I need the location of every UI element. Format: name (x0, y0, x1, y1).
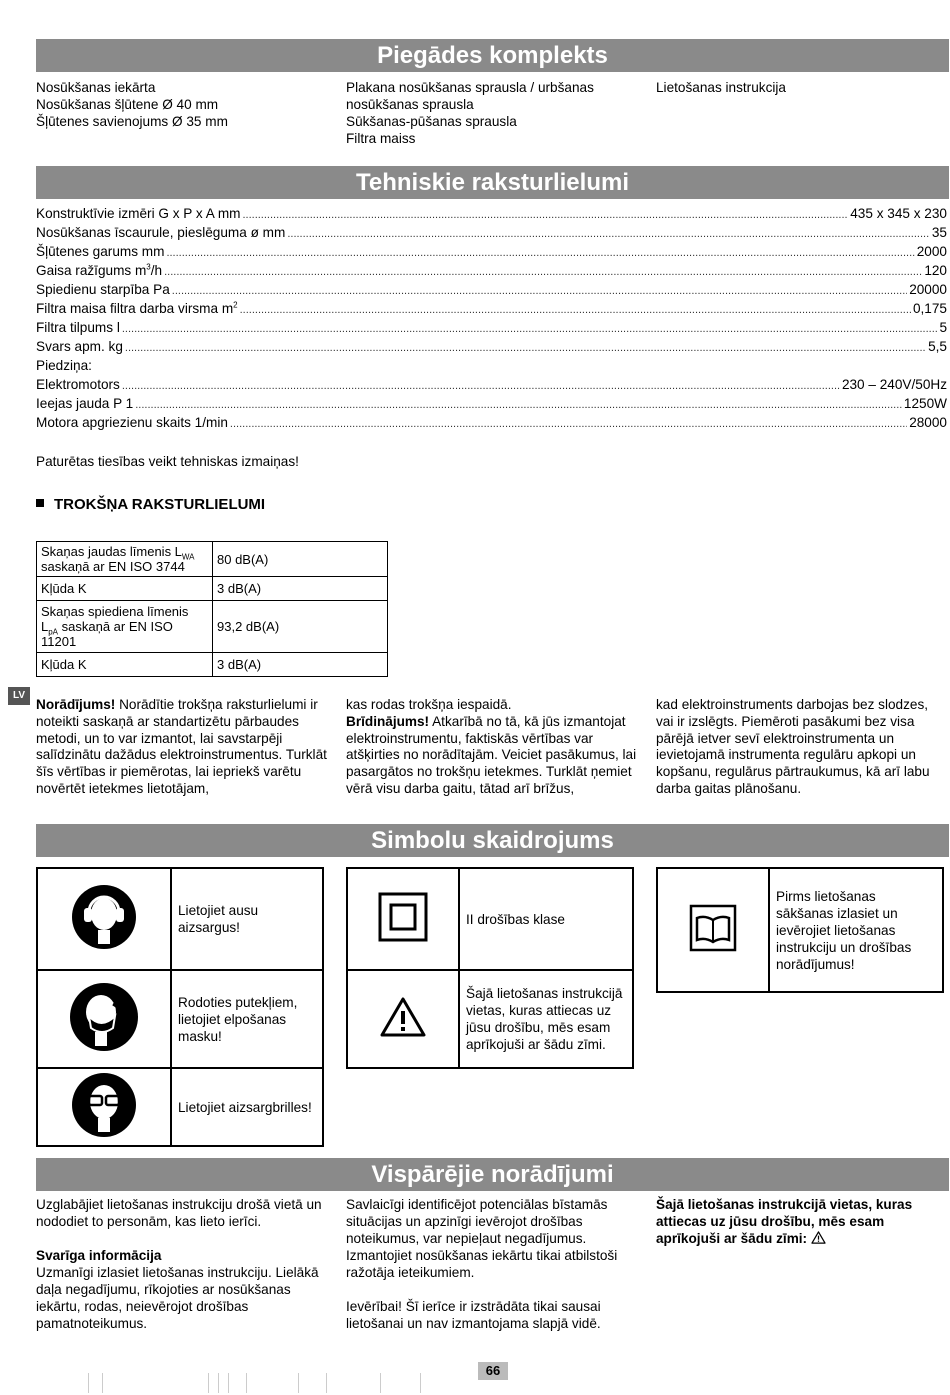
delivery-col-3 (656, 79, 950, 96)
decorative-tick (208, 1373, 209, 1393)
table-cell: Kļūda K (37, 653, 213, 677)
list-item: Plakana nosūkšanas sprausla / urbšanas (346, 80, 594, 95)
section-header-tech: Tehniskie raksturlielumi (36, 166, 949, 199)
language-badge: LV (8, 687, 30, 705)
table-row (37, 970, 323, 1068)
spec-row (36, 224, 947, 243)
spec-value: 5 (939, 320, 947, 335)
paragraph: Ievērībai! Šī ierīce ir izstrādāta tikai sausai lietošanai un nav izmantojama slapjā vidē. (346, 1299, 601, 1331)
spec-row (36, 243, 947, 262)
list-item: Filtra maiss (346, 131, 416, 146)
table-row (37, 542, 388, 577)
spec-value: 35 (931, 225, 947, 240)
table-row (347, 970, 633, 1068)
symbol-text: II drošības klase (459, 868, 633, 970)
spec-value: 20000 (909, 282, 947, 297)
decorative-tick (420, 1373, 421, 1393)
note-col-1: Norādījums! Norādītie trokšņa raksturlielumi ir noteikti saskaņā ar standartizētu pārbaudes metodi, un to var izmantot, lai savstarpēji salīdzinātu dažādus elektroinstrumentus. Turklāt šīs vērtības ir piemērotas, lai iepriekš varētu novērtēt ietekmes lietotājam, (36, 697, 327, 796)
symbol-text: Lietojiet aizsargbrilles! (171, 1068, 323, 1146)
table-cell: Kļūda K (37, 577, 213, 601)
table-row (37, 601, 388, 653)
section-header-symbols: Simbolu skaidrojums (36, 824, 949, 857)
decorative-tick (228, 1373, 229, 1393)
decorative-tick (102, 1373, 103, 1393)
list-item: Nosūkšanas šļūtene Ø 40 mm (36, 97, 219, 112)
spec-row (36, 376, 947, 395)
spec-row (36, 205, 947, 224)
table-cell: 3 dB(A) (213, 653, 388, 677)
spec-row (36, 319, 947, 338)
spec-row (36, 262, 947, 281)
section-header-general: Vispārējie norādījumi (36, 1158, 949, 1191)
list-item: Šļūtenes savienojums Ø 35 mm (36, 114, 228, 129)
table-row (37, 868, 323, 970)
decorative-tick (246, 1373, 247, 1393)
table-row (37, 653, 388, 677)
drive-label: Piedziņa: (36, 358, 92, 373)
list-item: nosūkšanas sprausla (346, 97, 474, 112)
delivery-col-1 (36, 79, 336, 130)
spec-row (36, 281, 947, 300)
spec-value: 2000 (916, 244, 947, 259)
spec-row (36, 395, 947, 414)
manual-book-icon (657, 868, 769, 992)
page-number: 66 (478, 1362, 508, 1380)
noise-heading: TROKŠŅA RAKSTURLIELUMI (36, 496, 265, 513)
list-item: Nosūkšanas iekārta (36, 80, 156, 95)
symbol-text: Pirms lietošanas sākšanas izlasiet un ievērojiet lietošanas instrukciju un drošības norādījumus! (769, 868, 943, 992)
paragraph: Savlaicīgi identificējot potenciālas bīstamās situācijas un apzinīgi ievērojot drošības noteikumus, var nepieļaut negadījumus. Izmantojiet nosūkšanas iekārtu tikai atbilstoši ražotāja ieteikumiem. (346, 1197, 618, 1280)
warning-triangle-icon (347, 970, 459, 1068)
spec-row (36, 414, 947, 433)
paragraph: Uzglabājiet lietošanas instrukciju drošā vietā un nododiet to personām, kas lieto ierīci. (36, 1197, 322, 1229)
paragraph: Uzmanīgi izlasiet lietošanas instrukciju. Lielākā daļa negadījumu, rīkojoties ar nosūkšanas iekārtu, rodas, neievērojot drošības pamatnoteikumus. (36, 1265, 319, 1331)
section-header-delivery: Piegādes komplekts (36, 39, 949, 72)
spec-label: Gaisa ražīgums $m^3/h$ (36, 262, 163, 278)
spec-value: 28000 (909, 415, 947, 430)
table-row (37, 1068, 323, 1146)
spec-value: 0,175 (912, 301, 947, 316)
decorative-tick (88, 1373, 89, 1393)
list-item: Sūkšanas-pūšanas sprausla (346, 114, 517, 129)
delivery-col-2 (346, 79, 646, 147)
table-row (657, 868, 943, 992)
noise-table (36, 541, 388, 677)
symbol-table-1 (36, 867, 324, 1147)
spec-value: 435 x 345 x 230 (850, 206, 947, 221)
spec-value: 120 (924, 263, 947, 278)
note-col-3: kad elektroinstruments darbojas bez slodzes, vai ir izslēgts. Piemēroti pasākumi bez visa pārējā ietver sevī elektroinstrumenta un ievietojamā instrumenta regulāru apkopi un kopšanu, regulārus pārtraukumus, kā arī labu darba gaitas plānošanu. (656, 697, 930, 796)
table-row (37, 577, 388, 601)
spec-row (36, 300, 947, 319)
safety-goggles-icon (37, 1068, 171, 1146)
dust-mask-icon (37, 970, 171, 1068)
spec-label: Šļūtenes garums mm (36, 244, 165, 259)
symbol-table-2 (346, 867, 634, 1069)
table-cell: 80 dB(A) (213, 542, 388, 577)
symbol-text: Šajā lietošanas instrukcijā vietas, kuras attiecas uz jūsu drošību, mēs esam aprīkojuši ar šādu zīmi. (459, 970, 633, 1068)
spec-label: Svars apm. kg (36, 339, 123, 354)
spec-label: Filtra tilpums l (36, 320, 120, 335)
symbol-table-3 (656, 867, 944, 993)
subheading: Svarīga informācija (36, 1248, 162, 1263)
decorative-tick (218, 1373, 219, 1393)
decorative-tick (298, 1373, 299, 1393)
rights-note: Paturētas tiesības veikt tehniskas izmaiņas! (36, 454, 299, 469)
table-cell: Skaņas spiediena līmenis $L_{pA}$ saskaņā ar EN ISO 11201 (37, 601, 213, 653)
decorative-tick (326, 1373, 327, 1393)
spec-value: 5,5 (928, 339, 947, 354)
spec-value: 1250W (903, 396, 947, 411)
ear-protection-icon (37, 868, 171, 970)
spec-label: Konstruktīvie izmēri G x P x A mm (36, 206, 241, 221)
spec-label: Nosūkšanas īscaurule, pieslēguma ø mm (36, 225, 286, 240)
spec-label: Ieejas jauda P 1 (36, 396, 134, 411)
table-cell: 93,2 dB(A) (213, 601, 388, 653)
note-col-2: kas rodas trokšņa iespaidā. Brīdinājums! Atkarībā no tā, kā jūs izmantojat elektroinstrumentu, faktiskās vērtības var atšķirties no norādītajām. Veiciet pasākumus, lai pasargātos no trokšņu ietekmes. Turklāt ņemiet vērā visu darba gaitu, tātad arī brīžus, (346, 697, 637, 796)
spec-row (36, 338, 947, 357)
decorative-tick (380, 1373, 381, 1393)
symbol-text: Rodoties putekļiem, lietojiet elpošanas masku! (171, 970, 323, 1068)
class-ii-icon (347, 868, 459, 970)
spec-label: Motora apgriezienu skaits 1/min (36, 415, 228, 430)
list-item: Lietošanas instrukcija (656, 80, 786, 95)
table-row (347, 868, 633, 970)
spec-label: Elektromotors (36, 377, 120, 392)
spec-label: Spiedienu starpība Pa (36, 282, 170, 297)
spec-list (36, 205, 947, 433)
table-cell: Skaņas jaudas līmenis $L_{WA}$ saskaņā ar EN ISO 3744 (37, 542, 213, 577)
general-col-2 (346, 1196, 638, 1332)
spec-value: 230 – 240V/50Hz (841, 377, 947, 392)
bullet-square-icon (36, 499, 44, 507)
general-col-3: Šajā lietošanas instrukcijā vietas, kuras attiecas uz jūsu drošību, mēs esam aprīkojuši ar šādu zīmi: (656, 1197, 913, 1246)
warning-triangle-icon (811, 1231, 826, 1244)
symbol-text: Lietojiet ausu aizsargus! (171, 868, 323, 970)
spec-label: Filtra maisa filtra darba virsma $m^2$ (36, 300, 238, 316)
table-cell: 3 dB(A) (213, 577, 388, 601)
general-col-1 (36, 1196, 328, 1332)
